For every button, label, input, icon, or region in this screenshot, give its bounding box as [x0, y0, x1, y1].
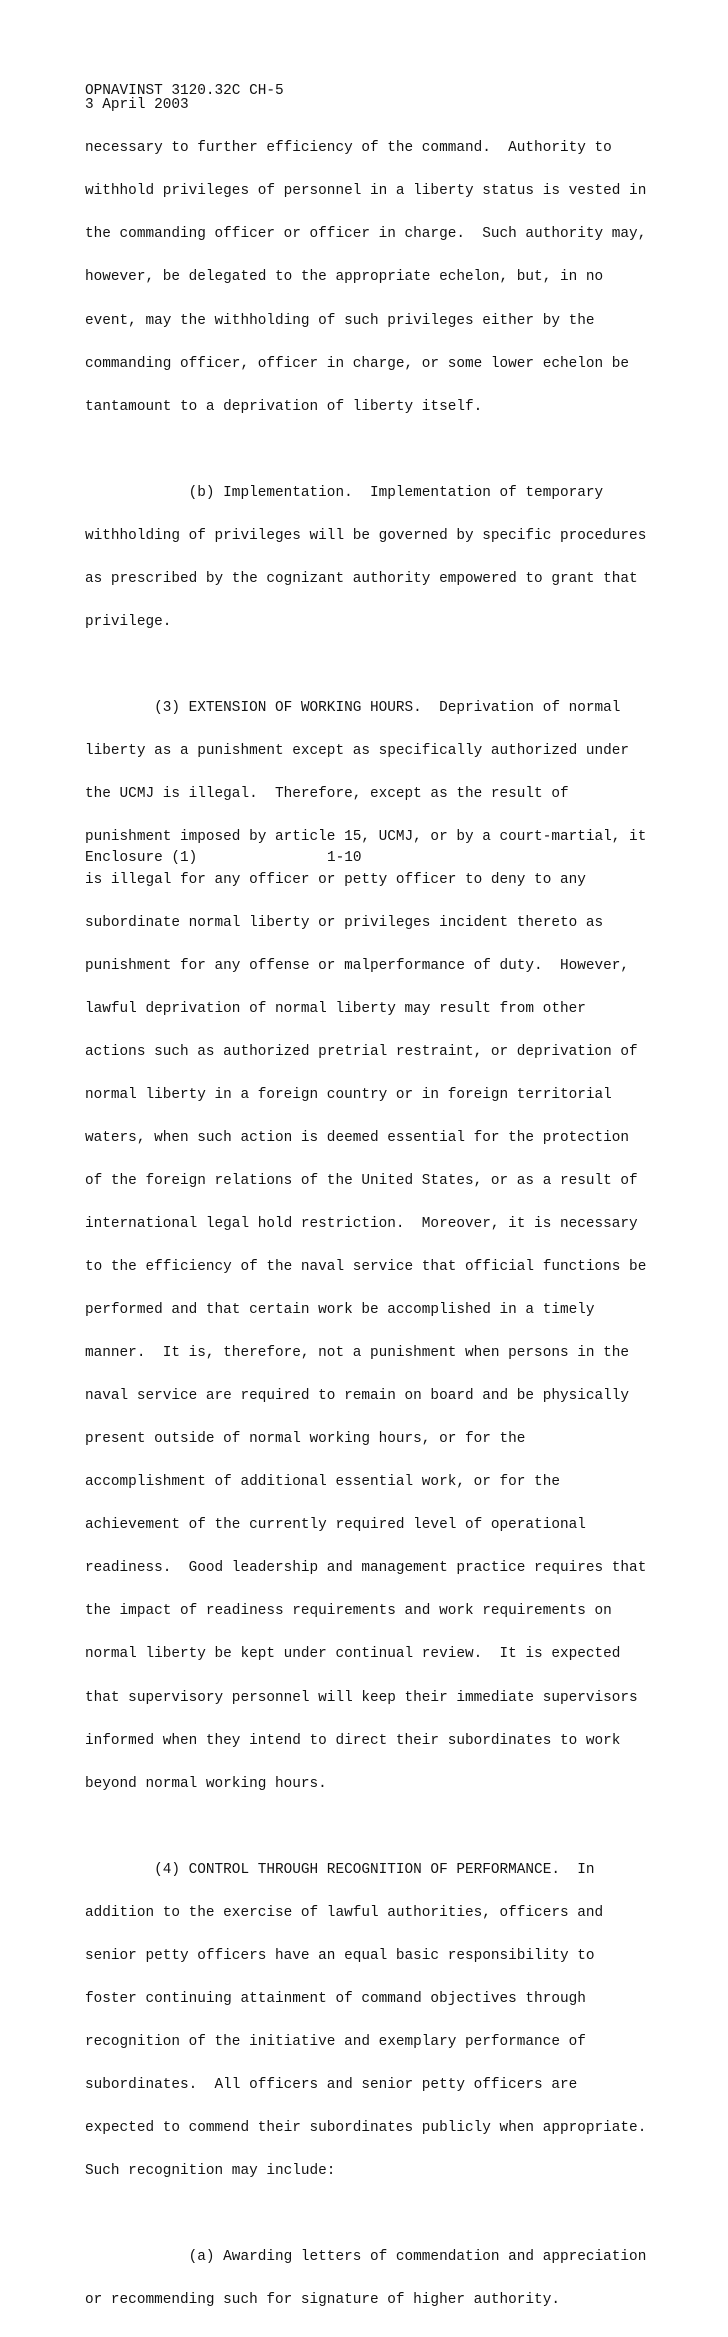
text-line: withholding of privileges will be governed by specific procedures: [85, 527, 647, 544]
text-line: or recommending such for signature of higher authority.: [85, 2291, 560, 2308]
text-line: foster continuing attainment of command objectives through: [85, 1990, 586, 2007]
text-line: necessary to further efficiency of the command. Authority to: [85, 140, 612, 157]
enclosure-label: Enclosure (1): [85, 850, 198, 866]
paragraph-extension-of-working-hours: [85, 672, 665, 1820]
text-line: of the foreign relations of the United States, or as a result of: [85, 1173, 638, 1190]
text-line: present outside of normal working hours, or for the: [85, 1431, 526, 1448]
text-line: actions such as authorized pretrial restraint, or deprivation of: [85, 1044, 638, 1061]
paragraph-letters-of-commendation: [85, 2221, 665, 2336]
text-line: event, may the withholding of such privileges either by the: [85, 312, 595, 329]
text-line: punishment for any offense or malperformance of duty. However,: [85, 957, 630, 974]
text-line: Such recognition may include:: [85, 2162, 336, 2179]
document-id: OPNAVINST 3120.32C CH-5: [85, 83, 284, 99]
text-line: beyond normal working hours.: [85, 1775, 327, 1792]
text-line: to the efficiency of the naval service that official functions be: [85, 1259, 647, 1276]
text-line: (a) Awarding letters of commendation and appreciation: [85, 2248, 647, 2265]
text-line: expected to commend their subordinates publicly when appropriate.: [85, 2119, 647, 2136]
text-line: subordinate normal liberty or privileges incident thereto as: [85, 914, 604, 931]
text-line: (4) CONTROL THROUGH RECOGNITION OF PERFORMANCE. In: [85, 1861, 595, 1878]
text-line: that supervisory personnel will keep their immediate supervisors: [85, 1689, 638, 1706]
text-line: international legal hold restriction. Moreover, it is necessary: [85, 1216, 638, 1233]
text-line: the commanding officer or officer in charge. Such authority may,: [85, 226, 647, 243]
text-line: readiness. Good leadership and management practice requires that: [85, 1560, 647, 1577]
text-line: recognition of the initiative and exemplary performance of: [85, 2033, 586, 2050]
text-line: as prescribed by the cognizant authority empowered to grant that: [85, 570, 638, 587]
text-line: subordinates. All officers and senior petty officers are: [85, 2076, 578, 2093]
text-line: punishment imposed by article 15, UCMJ, or by a court-martial, it: [85, 828, 647, 845]
text-line: privilege.: [85, 613, 172, 630]
paragraph-control-through-recognition: [85, 1834, 665, 2207]
text-line: lawful deprivation of normal liberty may result from other: [85, 1001, 586, 1017]
text-line: informed when they intend to direct their subordinates to work: [85, 1732, 621, 1749]
text-line: senior petty officers have an equal basic responsibility to: [85, 1947, 595, 1964]
text-line: tantamount to a deprivation of liberty itself.: [85, 398, 483, 415]
paragraph-privileges-authority: [85, 113, 665, 443]
text-line: (3) EXTENSION OF WORKING HOURS. Deprivation of normal: [85, 699, 621, 716]
text-line: addition to the exercise of lawful authorities, officers and: [85, 1904, 604, 1921]
text-line: performed and that certain work be accomplished in a timely: [85, 1302, 595, 1319]
text-line: normal liberty be kept under continual review. It is expected: [85, 1646, 621, 1663]
text-line: withhold privileges of personnel in a liberty status is vested in: [85, 183, 647, 200]
text-line: normal liberty in a foreign country or in foreign territorial: [85, 1087, 612, 1104]
text-line: the impact of readiness requirements and work requirements on: [85, 1603, 612, 1620]
text-line: accomplishment of additional essential work, or for the: [85, 1474, 560, 1491]
text-line: the UCMJ is illegal. Therefore, except as the result of: [85, 785, 569, 802]
text-line: manner. It is, therefore, not a punishment when persons in the: [85, 1345, 630, 1362]
text-line: however, be delegated to the appropriate echelon, but, in no: [85, 269, 604, 286]
text-line: commanding officer, officer in charge, or some lower echelon be: [85, 355, 630, 372]
paragraph-implementation: [85, 457, 665, 658]
text-line: achievement of the currently required level of operational: [85, 1517, 586, 1534]
text-line: waters, when such action is deemed essential for the protection: [85, 1130, 630, 1147]
text-line: is illegal for any officer or petty officer to deny to any: [85, 871, 586, 888]
page-number: 1-10: [327, 850, 362, 866]
text-line: liberty as a punishment except as specifically authorized under: [85, 742, 630, 759]
document-page: [85, 84, 665, 2336]
text-line: (b) Implementation. Implementation of temporary: [85, 484, 604, 501]
document-date: 3 April 2003: [85, 97, 189, 114]
text-line: naval service are required to remain on board and be physically: [85, 1388, 630, 1405]
